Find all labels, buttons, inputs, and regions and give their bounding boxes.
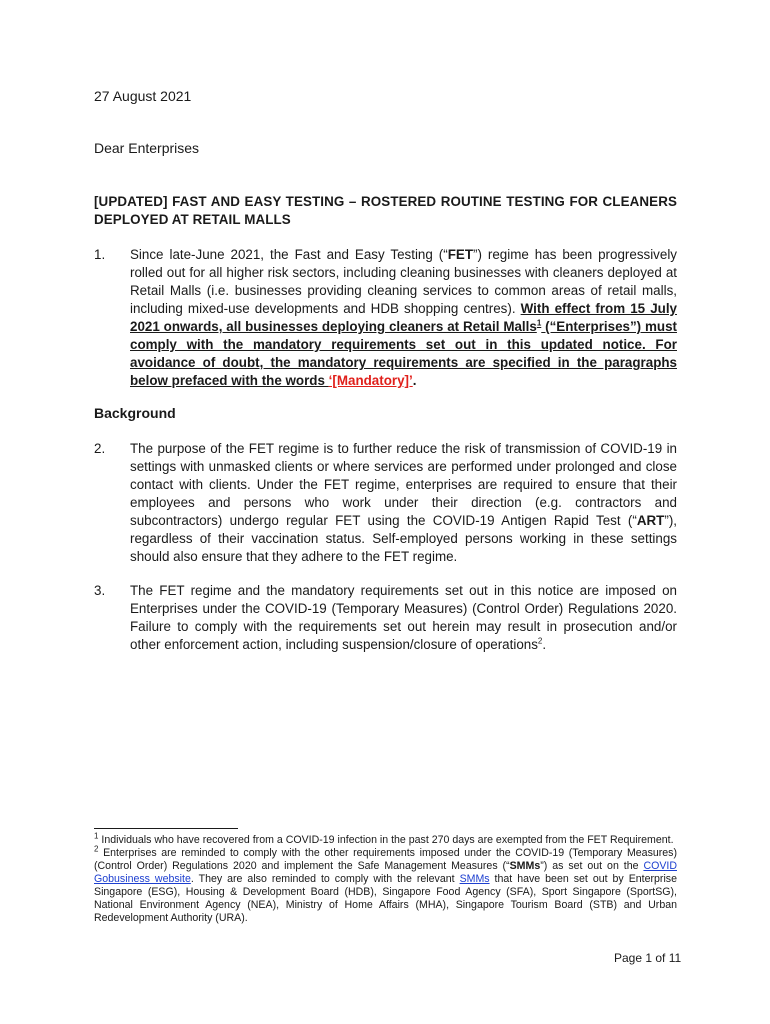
mandatory-tag: ‘[Mandatory]’	[328, 373, 413, 388]
footnote-text: Enterprises are reminded to comply with the other requirements imposed under the COVID-19 (Temporary Measures) (Control Order) Regulations 2020 and implement the Safe Management Measures (“	[94, 847, 677, 872]
footnote-text: Individuals who have recovered from a COVID-19 infection in the past 270 days are exempted from the FET Requirement.	[98, 834, 674, 846]
footnote-text: . They are also reminded to comply with the relevant	[190, 873, 460, 885]
letter-date: 27 August 2021	[94, 88, 192, 104]
footnote-divider	[94, 828, 238, 829]
footnote-1	[94, 831, 677, 847]
paragraph-3	[94, 582, 677, 654]
paragraph-number: 1.	[94, 247, 106, 262]
footnote-2	[94, 844, 677, 925]
paragraph-1	[94, 246, 677, 390]
footnotes	[94, 831, 677, 925]
covid-gobusiness-link[interactable]: COVID Gobusiness website	[94, 860, 677, 885]
text-run: Since late-June 2021, the Fast and Easy Testing (“	[130, 247, 448, 262]
text-run: ”) regime has been progressively rolled out for all higher risk sectors, including cleaning businesses with cleaners deployed at Retail Malls (i.e. businesses providing cleaning services to common areas of retail malls, including mixed-use developments and HDB shopping centres).	[130, 247, 677, 316]
footnote-ref-1[interactable]: 1	[536, 318, 542, 328]
footnote-text: that have been set out by Enterprise Singapore (ESG), Housing & Development Board (HDB), Singapore Food Agency (SFA), Sport Singapore (SportSG), National Environment Agency (NEA), Ministry of Home Affairs (MHA), Singapore Tourism Board (STB) and Urban Redevelopment Authority (URA).	[94, 873, 677, 924]
paragraph-number: 2.	[94, 441, 106, 456]
paragraph-2	[94, 440, 677, 566]
paragraph-number: 3.	[94, 583, 106, 598]
paragraph-body	[130, 246, 677, 390]
mandatory-statement: With effect from 15 July 2021 onwards, all businesses deploying cleaners at Retail Malls	[130, 301, 677, 334]
footnote-number: 1	[94, 831, 99, 841]
page-number: Page 1 of 11	[614, 951, 682, 965]
paragraph-body	[130, 582, 677, 654]
text-run: ”), regardless of their vaccination status. Self-employed persons working in these settings should also ensure that they adhere to the FET regime.	[130, 513, 677, 564]
text-run: .	[542, 637, 547, 652]
salutation: Dear Enterprises	[94, 140, 200, 156]
background-heading: Background	[94, 405, 176, 421]
notice-title: [UPDATED] FAST AND EASY TESTING – ROSTERED ROUTINE TESTING FOR CLEANERS DEPLOYED AT RETAIL MALLS	[94, 194, 677, 227]
art-term: ART	[636, 513, 665, 528]
text-run: The purpose of the FET regime is to further reduce the risk of transmission of COVID-19 in settings with unmasked clients or where services are performed under prolonged and close contact with clients. Under the FET regime, enterprises are required to ensure that their employees and persons who work under their direction (e.g. contractors and subcontractors) undergo regular FET using the COVID-19 Antigen Rapid Test (“	[130, 441, 677, 528]
text-run: The FET regime and the mandatory requirements set out in this notice are imposed on Enterprises under the COVID-19 (Temporary Measures) (Control Order) Regulations 2020. Failure to comply with the requirements set out herein may result in prosecution and/or other enforcement action, including suspension/closure of operations	[130, 583, 677, 652]
footnote-text: ”) as set out on the	[540, 860, 644, 872]
smms-term: SMMs	[509, 860, 541, 872]
paragraph-body	[130, 440, 677, 566]
fet-term: FET	[447, 247, 474, 262]
mandatory-statement-cont: (“Enterprises”) must comply with the mandatory requirements set out in this updated notice. For avoidance of doubt, the mandatory requirements are specified in the paragraphs below prefaced with the words	[130, 319, 677, 388]
footnote-number: 2	[94, 844, 99, 854]
smms-link[interactable]: SMMs	[459, 873, 490, 885]
text-run: .	[412, 373, 417, 388]
footnote-ref-2[interactable]: 2	[537, 636, 543, 646]
